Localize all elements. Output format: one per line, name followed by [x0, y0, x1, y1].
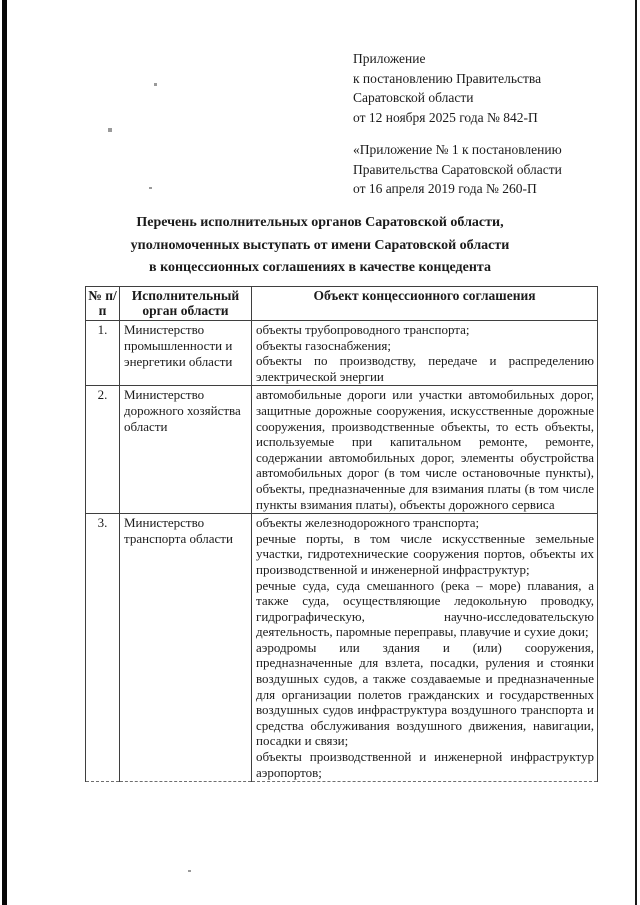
annex-line: от 12 ноября 2025 года № 842-П — [353, 109, 538, 125]
title-line: в концессионных соглашениях в качестве концедента — [149, 260, 491, 275]
title-line: уполномоченных выступать от имени Саратовской области — [130, 237, 510, 253]
objects-cell — [252, 386, 598, 514]
annex-reference — [353, 49, 562, 199]
table-row — [86, 321, 598, 386]
table-row — [86, 386, 598, 514]
table-row — [86, 514, 598, 782]
organ-cell: Министерство промышленности и энергетики области — [120, 321, 252, 386]
object-paragraph: объекты железнодорожного транспорта; — [256, 515, 480, 531]
column-header-num: № п/п — [86, 287, 120, 321]
scan-edge-left — [2, 0, 7, 905]
object-paragraph: речные суда, суда смешанного (река – море) плавания, а также суда, осуществляющие ледокольную проводку, гидрографическую, научно-исследовательскую деятельность, паромные переправы, плавучие и сухие доки; — [256, 577, 594, 640]
scan-speck — [108, 128, 112, 132]
annex-line: Саратовской области — [353, 90, 474, 105]
annex-line: к постановлению Правительства — [353, 70, 542, 86]
annex-line: от 16 апреля 2019 года № 260-П — [353, 181, 537, 196]
object-paragraph: объекты трубопроводного транспорта; — [256, 322, 470, 337]
object-paragraph: речные порты, в том числе искусственные земельные участки, гидротехнические сооружения портов, объекты их производственной и инженерной инфраструктур; — [256, 530, 594, 577]
annex-gap — [353, 127, 562, 140]
object-paragraph: объекты производственной и инженерной инфраструктур аэропортов; — [256, 749, 594, 780]
row-number-cell: 2. — [86, 386, 120, 514]
annex-line: «Приложение № 1 к постановлению — [353, 142, 562, 157]
objects-cell — [252, 321, 598, 386]
object-paragraph: аэродромы или здания и (или) сооружения, предназначенные для взлета, посадки, руления и стоянки воздушных судов, а также создаваемые и предназначенные для организации полетов гражданских и государственных воздушных судов инфраструктура воздушного транспорта и средства обслуживания воздушного движения, навигации, посадки и связи; — [256, 639, 594, 749]
scan-edge-right — [635, 0, 637, 905]
organ-cell: Министерство транспорта области — [120, 514, 252, 782]
annex-line: Приложение — [353, 51, 426, 66]
table-header-row — [86, 287, 598, 321]
row-number-cell: 3. — [86, 514, 120, 782]
column-header-organ: Исполнительный орган области — [120, 287, 252, 321]
row-number-cell: 1. — [86, 321, 120, 386]
authorities-table — [85, 286, 598, 782]
column-header-object: Объект концессионного соглашения — [252, 287, 598, 321]
scan-speck — [154, 83, 157, 86]
title-line: Перечень исполнительных органов Саратовской области, — [136, 215, 504, 230]
object-paragraph: автомобильные дороги или участки автомобильных дорог, защитные дорожные сооружения, искусственные дорожные сооружения, производственные объекты, то есть объекты, используемые при капитальном ремонте, ремонте, содержании автомобильных дорог, элементы обустройства автомобильных дорог (в том числе остановочные пункты), объекты, предназначенные для взимания платы (в том числе пункты взимания платы), объекты дорожного сервиса — [256, 387, 594, 512]
document-title — [0, 212, 640, 280]
object-paragraph: объекты газоснабжения; — [256, 337, 391, 353]
object-paragraph: объекты по производству, передаче и распределению электрической энергии — [256, 353, 594, 384]
scan-speck — [149, 187, 152, 189]
scan-speck — [188, 870, 191, 872]
objects-cell — [252, 514, 598, 782]
organ-cell: Министерство дорожного хозяйства области — [120, 386, 252, 514]
annex-line: Правительства Саратовской области — [353, 161, 562, 177]
